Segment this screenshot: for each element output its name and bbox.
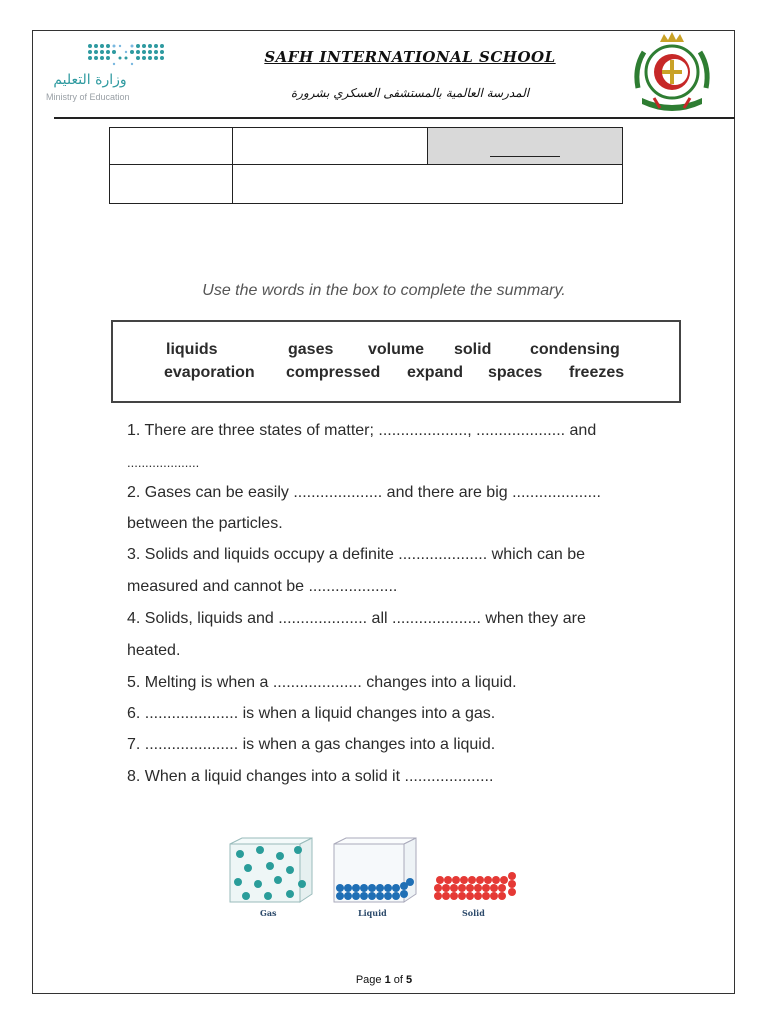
gas-label: Gas — [260, 908, 277, 918]
question-line: measured and cannot be .................... — [127, 578, 398, 595]
word-bank-item: spaces — [488, 364, 543, 381]
question-line: 5. Melting is when a .................... changes into a liquid. — [127, 674, 517, 691]
states-of-matter-illustration — [228, 836, 528, 926]
word-bank-item: gases — [288, 341, 334, 358]
word-bank-item: freezes — [569, 364, 625, 381]
question-line: 4. Solids, liquids and .................... all .................... when they are — [127, 610, 586, 627]
question-line: 3. Solids and liquids occupy a definite .................... which can be — [127, 546, 586, 563]
question-line: .................... — [127, 455, 200, 470]
liquid-box-icon — [332, 836, 422, 906]
page-footer — [0, 974, 768, 986]
question-line: heated. — [127, 642, 181, 659]
word-bank-item: expand — [407, 364, 464, 381]
info-cell[interactable] — [233, 165, 623, 204]
school-title: SAFH INTERNATIONAL SCHOOL — [264, 48, 556, 66]
ministry-logo — [46, 42, 176, 104]
question-line: 2. Gases can be easily .................... and there are big .................... — [127, 484, 601, 501]
question-line: 7. ..................... is when a gas changes into a liquid. — [127, 736, 496, 753]
question-line: between the particles. — [127, 515, 283, 532]
question-line: 8. When a liquid changes into a solid it .................... — [127, 768, 494, 785]
word-bank-item: evaporation — [164, 364, 255, 381]
word-bank-item: liquids — [166, 341, 218, 358]
gas-box-icon — [228, 836, 318, 906]
question-line: 1. There are three states of matter; ...................., .................... and — [127, 422, 597, 439]
word-bank-item: compressed — [286, 364, 381, 381]
info-cell[interactable] — [110, 165, 233, 204]
instruction-text: Use the words in the box to complete the summary. — [202, 282, 566, 299]
ministry-english-name: Ministry of Education — [46, 92, 130, 102]
solid-label: Solid — [462, 908, 485, 918]
word-bank-item: condensing — [530, 341, 620, 358]
page-current: 1 — [384, 974, 391, 986]
page-total: 5 — [406, 974, 413, 986]
info-cell[interactable] — [110, 128, 233, 165]
info-cell-shaded[interactable] — [428, 128, 623, 165]
solid-block-icon — [432, 866, 522, 906]
info-cell[interactable] — [233, 128, 428, 165]
word-bank-item: solid — [454, 341, 492, 358]
ministry-dots-icon — [86, 42, 170, 68]
school-emblem-icon — [630, 28, 714, 114]
word-bank-box — [111, 320, 681, 403]
word-bank-item: volume — [368, 341, 425, 358]
school-arabic-title: المدرسة العالمية بالمستشفى العسكري بشرورة — [290, 86, 530, 100]
header-divider — [54, 117, 735, 119]
page-prefix: Page — [355, 974, 382, 986]
blank-line — [490, 156, 560, 157]
page-of: of — [393, 974, 403, 986]
liquid-label: Liquid — [358, 908, 387, 918]
ministry-arabic-name: وزارة التعليم — [53, 72, 127, 88]
student-info-table — [109, 127, 623, 204]
question-line: 6. ..................... is when a liquid changes into a gas. — [127, 705, 496, 722]
